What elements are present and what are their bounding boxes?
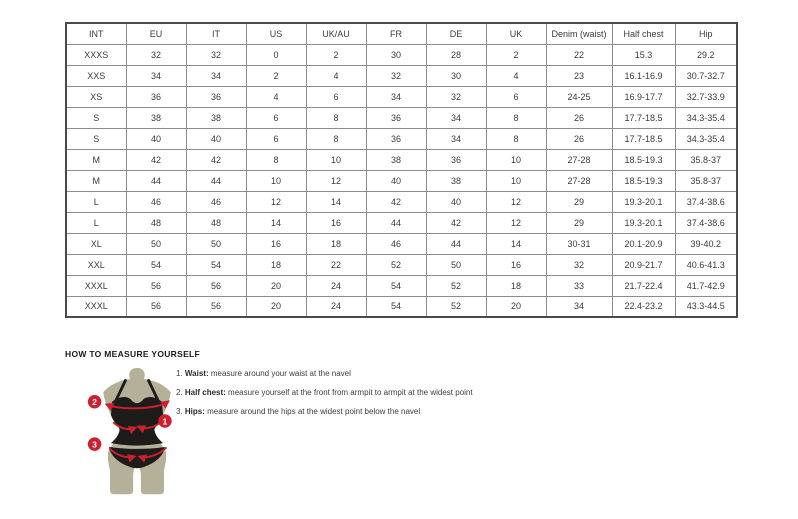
table-cell: 44	[426, 233, 486, 254]
table-cell: 20	[246, 275, 306, 296]
table-cell: 12	[486, 212, 546, 233]
table-cell: 40	[186, 128, 246, 149]
table-cell: 46	[186, 191, 246, 212]
table-cell: 36	[186, 86, 246, 107]
table-cell: XXL	[66, 254, 126, 275]
table-cell: S	[66, 107, 126, 128]
svg-text:1: 1	[162, 416, 168, 427]
table-row	[66, 254, 737, 275]
table-cell: 56	[186, 296, 246, 317]
table-cell: XXS	[66, 65, 126, 86]
chest-measure-badge	[88, 395, 101, 408]
table-cell: 14	[246, 212, 306, 233]
table-cell: 17.7-18.5	[612, 128, 675, 149]
measure-section-title: HOW TO MEASURE YOURSELF	[65, 349, 201, 359]
table-cell: XXXL	[66, 296, 126, 317]
instruction-label: Hips:	[184, 407, 205, 416]
table-row	[66, 296, 737, 317]
table-cell: 14	[306, 191, 366, 212]
table-cell: 34	[426, 128, 486, 149]
table-cell: 27-28	[546, 149, 612, 170]
column-header: Denim (waist)	[546, 23, 612, 44]
table-cell: 39-40.2	[675, 233, 737, 254]
size-chart-table	[65, 22, 738, 318]
table-cell: 8	[306, 128, 366, 149]
table-cell: 29	[546, 191, 612, 212]
table-row	[66, 275, 737, 296]
table-cell: 27-28	[546, 170, 612, 191]
table-cell: 44	[186, 170, 246, 191]
instruction-waist	[176, 364, 473, 383]
table-row	[66, 191, 737, 212]
table-cell: S	[66, 128, 126, 149]
table-cell: XL	[66, 233, 126, 254]
column-header: INT	[66, 23, 126, 44]
table-cell: 24	[306, 275, 366, 296]
table-cell: 32	[546, 254, 612, 275]
instruction-number: 2.	[176, 388, 183, 397]
table-cell: 26	[546, 107, 612, 128]
column-header: DE	[426, 23, 486, 44]
size-chart-body	[66, 44, 737, 317]
table-row	[66, 107, 737, 128]
instruction-label: Waist:	[184, 369, 209, 378]
table-cell: 34.3-35.4	[675, 128, 737, 149]
table-cell: 34	[126, 65, 186, 86]
table-cell: 40.6-41.3	[675, 254, 737, 275]
table-cell: 4	[246, 86, 306, 107]
table-cell: 50	[186, 233, 246, 254]
column-header: FR	[366, 23, 426, 44]
table-cell: 29	[546, 212, 612, 233]
table-cell: 18	[246, 254, 306, 275]
table-cell: 24-25	[546, 86, 612, 107]
table-cell: 52	[426, 275, 486, 296]
table-cell: 12	[486, 191, 546, 212]
hips-measure-badge	[88, 437, 101, 450]
table-cell: 42	[126, 149, 186, 170]
table-cell: 42	[186, 149, 246, 170]
svg-text:3: 3	[92, 439, 98, 450]
table-cell: 34.3-35.4	[675, 107, 737, 128]
table-cell: 10	[246, 170, 306, 191]
measure-instructions	[176, 364, 473, 421]
table-cell: 29.2	[675, 44, 737, 65]
table-cell: 41.7-42.9	[675, 275, 737, 296]
table-cell: 42	[366, 191, 426, 212]
table-cell: 16	[486, 254, 546, 275]
table-row	[66, 212, 737, 233]
table-cell: 36	[366, 107, 426, 128]
table-cell: 34	[366, 86, 426, 107]
instruction-text: measure yourself at the front from armpit to armpit at the widest point	[225, 388, 473, 397]
table-cell: 19.3-20.1	[612, 191, 675, 212]
table-cell: 36	[126, 86, 186, 107]
table-cell: 12	[246, 191, 306, 212]
table-cell: 50	[426, 254, 486, 275]
table-cell: 20.1-20.9	[612, 233, 675, 254]
instruction-text: measure around your waist at the navel	[208, 369, 351, 378]
table-row	[66, 128, 737, 149]
table-cell: 35.8-37	[675, 149, 737, 170]
table-cell: 22	[546, 44, 612, 65]
table-row	[66, 233, 737, 254]
table-cell: 10	[486, 149, 546, 170]
table-cell: 14	[486, 233, 546, 254]
table-cell: 40	[366, 170, 426, 191]
table-cell: 2	[246, 65, 306, 86]
table-cell: 40	[426, 191, 486, 212]
table-row	[66, 86, 737, 107]
table-cell: 34	[186, 65, 246, 86]
table-cell: 19.3-20.1	[612, 212, 675, 233]
table-cell: 52	[366, 254, 426, 275]
table-cell: 18.5-19.3	[612, 149, 675, 170]
table-cell: XXXL	[66, 275, 126, 296]
table-cell: 30	[366, 44, 426, 65]
table-cell: 18.5-19.3	[612, 170, 675, 191]
table-cell: 54	[126, 254, 186, 275]
table-cell: 26	[546, 128, 612, 149]
instruction-label: Half chest:	[184, 388, 226, 397]
column-header: Half chest	[612, 23, 675, 44]
size-chart-header-row	[66, 23, 737, 44]
table-cell: 34	[426, 107, 486, 128]
instruction-text: measure around the hips at the widest point below the navel	[204, 407, 421, 416]
instruction-number: 3.	[176, 407, 183, 416]
table-cell: 44	[366, 212, 426, 233]
table-cell: 32	[126, 44, 186, 65]
table-cell: 38	[366, 149, 426, 170]
waist-measure-badge	[158, 414, 171, 427]
table-cell: 22	[306, 254, 366, 275]
column-header: EU	[126, 23, 186, 44]
table-cell: 35.8-37	[675, 170, 737, 191]
table-cell: 54	[366, 275, 426, 296]
column-header: UK/AU	[306, 23, 366, 44]
table-cell: L	[66, 212, 126, 233]
table-cell: 30.7-32.7	[675, 65, 737, 86]
table-row	[66, 149, 737, 170]
table-cell: 56	[126, 296, 186, 317]
table-cell: 10	[306, 149, 366, 170]
table-cell: 32	[426, 86, 486, 107]
table-cell: 8	[486, 128, 546, 149]
table-cell: 8	[246, 149, 306, 170]
table-row	[66, 170, 737, 191]
table-cell: 6	[486, 86, 546, 107]
table-cell: 22.4-23.2	[612, 296, 675, 317]
table-cell: 56	[126, 275, 186, 296]
table-cell: 6	[246, 107, 306, 128]
table-cell: M	[66, 170, 126, 191]
table-cell: 30-31	[546, 233, 612, 254]
table-cell: 24	[306, 296, 366, 317]
table-cell: 21.7-22.4	[612, 275, 675, 296]
column-header: IT	[186, 23, 246, 44]
table-row	[66, 44, 737, 65]
table-cell: 15.3	[612, 44, 675, 65]
table-cell: 16.9-17.7	[612, 86, 675, 107]
instruction-number: 1.	[176, 369, 183, 378]
table-cell: 20.9-21.7	[612, 254, 675, 275]
table-cell: 23	[546, 65, 612, 86]
table-cell: 0	[246, 44, 306, 65]
measurement-figure	[84, 366, 190, 502]
table-cell: 52	[426, 296, 486, 317]
table-cell: 38	[126, 107, 186, 128]
table-cell: 18	[486, 275, 546, 296]
table-cell: 4	[486, 65, 546, 86]
table-cell: 30	[426, 65, 486, 86]
table-cell: 37.4-38.6	[675, 191, 737, 212]
column-header: US	[246, 23, 306, 44]
table-cell: 6	[306, 86, 366, 107]
table-cell: 4	[306, 65, 366, 86]
table-cell: 17.7-18.5	[612, 107, 675, 128]
table-cell: M	[66, 149, 126, 170]
table-cell: 32	[366, 65, 426, 86]
table-cell: 16	[246, 233, 306, 254]
table-cell: 28	[426, 44, 486, 65]
table-cell: 38	[426, 170, 486, 191]
table-cell: 44	[126, 170, 186, 191]
table-cell: 48	[186, 212, 246, 233]
table-cell: 43.3-44.5	[675, 296, 737, 317]
table-cell: 33	[546, 275, 612, 296]
table-cell: 38	[186, 107, 246, 128]
table-cell: 16.1-16.9	[612, 65, 675, 86]
table-cell: 48	[126, 212, 186, 233]
table-cell: 46	[366, 233, 426, 254]
table-cell: 42	[426, 212, 486, 233]
table-cell: 16	[306, 212, 366, 233]
table-cell: 36	[366, 128, 426, 149]
table-cell: 2	[306, 44, 366, 65]
table-cell: 20	[486, 296, 546, 317]
table-cell: 2	[486, 44, 546, 65]
table-cell: XXXS	[66, 44, 126, 65]
table-cell: 12	[306, 170, 366, 191]
table-cell: 32.7-33.9	[675, 86, 737, 107]
table-cell: 20	[246, 296, 306, 317]
table-cell: 8	[306, 107, 366, 128]
column-header: Hip	[675, 23, 737, 44]
svg-text:2: 2	[92, 397, 98, 408]
table-cell: 56	[186, 275, 246, 296]
table-cell: 6	[246, 128, 306, 149]
instruction-hips	[176, 402, 473, 421]
table-cell: L	[66, 191, 126, 212]
table-cell: 46	[126, 191, 186, 212]
table-cell: 54	[366, 296, 426, 317]
instruction-half-chest	[176, 383, 473, 402]
table-cell: 54	[186, 254, 246, 275]
table-cell: XS	[66, 86, 126, 107]
table-cell: 34	[546, 296, 612, 317]
table-cell: 50	[126, 233, 186, 254]
table-row	[66, 65, 737, 86]
size-chart-section	[65, 22, 736, 318]
table-cell: 10	[486, 170, 546, 191]
mannequin-illustration	[84, 366, 190, 502]
table-cell: 18	[306, 233, 366, 254]
column-header: UK	[486, 23, 546, 44]
table-cell: 32	[186, 44, 246, 65]
table-cell: 36	[426, 149, 486, 170]
table-cell: 37.4-38.6	[675, 212, 737, 233]
table-cell: 40	[126, 128, 186, 149]
table-cell: 8	[486, 107, 546, 128]
